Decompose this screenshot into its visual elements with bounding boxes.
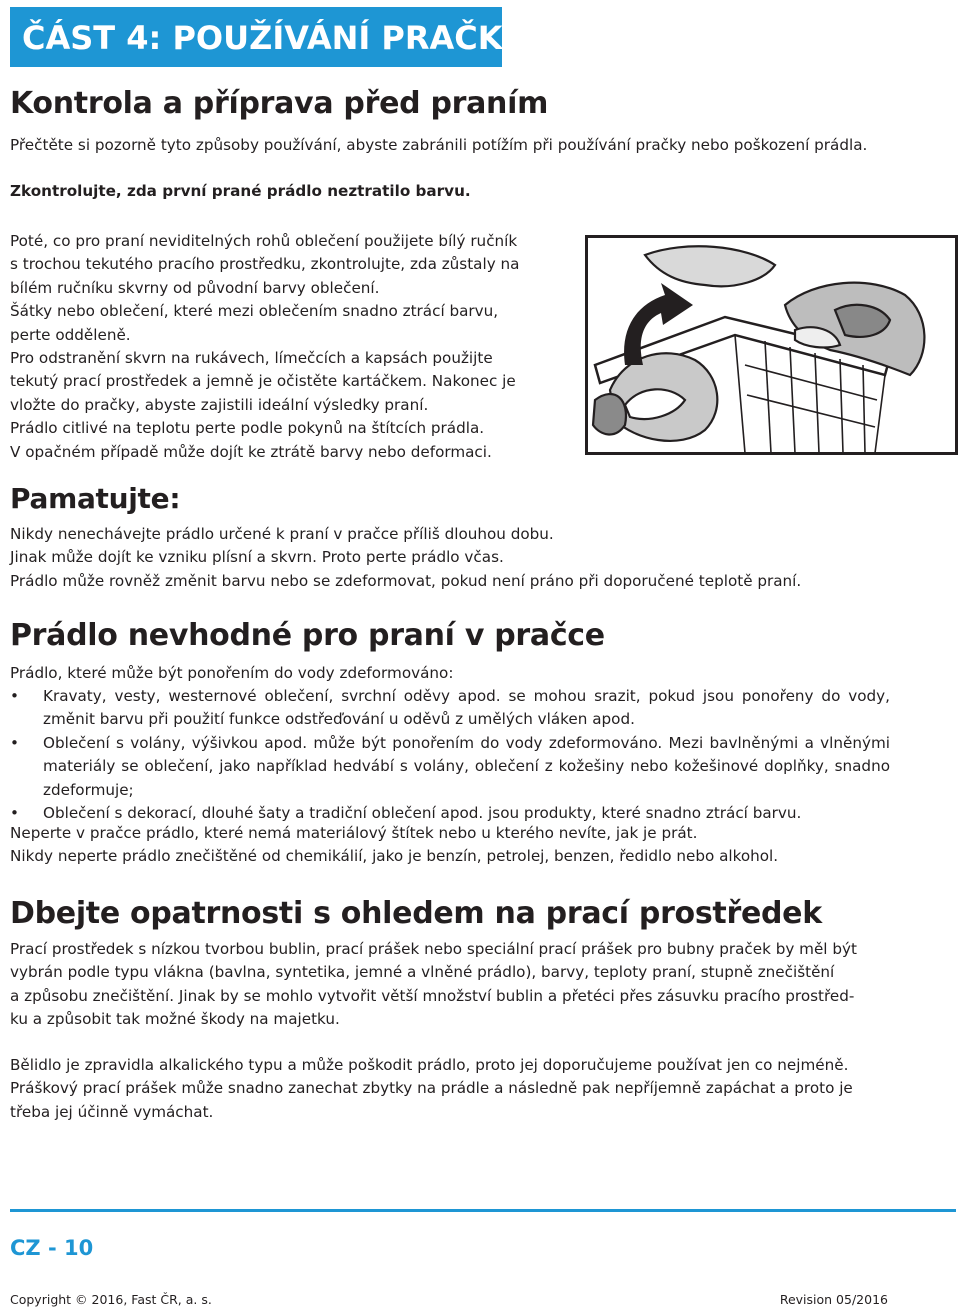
check-line: V opačném případě může dojít ke ztrátě barvy nebo deformaci. (10, 442, 492, 461)
remember-line: Jinak může dojít ke vzniku plísní a skvrn. Proto perte prádlo včas. (10, 548, 504, 567)
check-line: tekutý prací prostředek a jemně je očistěte kartáčkem. Nakonec je (10, 372, 516, 391)
unsuitable-intro: Prádlo, které může být ponořením do vody zdeformováno: (10, 664, 454, 682)
check-line: s trochou tekutého pracího prostředku, zkontrolujte, zda zůstaly na (10, 255, 520, 274)
unsuitable-after (10, 822, 778, 869)
unsuitable-list (10, 685, 890, 825)
detergent-line: vybrán podle typu vlákna (bavlna, syntetika, jemné a vlněné prádlo), barvy, teploty praní, stupně znečištění (10, 963, 835, 982)
revision-text: Revision 05/2016 (779, 1292, 888, 1307)
detergent-paragraph-2 (10, 1054, 853, 1124)
remember-line: Nikdy nenechávejte prádlo určené k praní v pračce příliš dlouhou dobu. (10, 525, 554, 543)
list-item (10, 732, 890, 802)
detergent-line: Prací prostředek s nízkou tvorbou bublin, prací prášek nebo speciální prací prášek pro bubny praček by měl být (10, 940, 857, 958)
laundry-basket-icon (585, 235, 958, 455)
list-item (10, 685, 890, 732)
check-line: Poté, co pro praní neviditelných rohů oblečení použijete bílý ručník (10, 232, 518, 250)
remember-heading: Pamatujte: (10, 482, 181, 515)
detergent-line: a způsobu znečištění. Jinak by se mohlo vytvořit větší množství bublin a přetéci přes zásuvku pracího prostřed- (10, 986, 855, 1005)
detergent-heading: Dbejte opatrnosti s ohledem na prací prostředek (10, 896, 822, 931)
section-title: ČÁST 4: POUŽÍVÁNÍ PRAČKY (22, 19, 526, 57)
page-number: CZ - 10 (10, 1236, 94, 1260)
detergent-line: třeba jej účinně vymáchat. (10, 1102, 214, 1121)
detergent-line: ku a způsobit tak možné škody na majetku. (10, 1010, 340, 1029)
bullet-icon: • (10, 687, 19, 705)
check-subheading: Zkontrolujte, zda první prané prádlo neztratilo barvu. (10, 182, 471, 200)
list-item-text: Oblečení s dekorací, dlouhé šaty a tradiční oblečení apod. jsou produkty, které snadno ztrácí barvu. (43, 804, 802, 823)
section-title-banner (10, 7, 526, 67)
footer-divider (10, 1209, 956, 1212)
list-item-text: Oblečení s volány, výšivkou apod. může být ponořením do vody zdeformováno. Mezi bavlněnými a vlněnými materiály se oblečení, jako například hedvábí s volány, oblečení z kožešiny nebo kožešinové doplňky, snadno zdeformuje; (43, 733, 890, 799)
detergent-paragraph-1 (10, 938, 857, 1032)
remember-line: Prádlo může rovněž změnit barvu nebo se zdeformovat, pokud není práno při doporučené teplotě praní. (10, 571, 802, 590)
detergent-line: Práškový prací prášek může snadno zanechat zbytky na prádle a následně pak nepříjemně zapáchat a proto je (10, 1079, 853, 1098)
bullet-icon: • (10, 733, 19, 752)
unsuitable-heading: Prádlo nevhodné pro praní v pračce (10, 618, 605, 653)
check-line: Šátky nebo oblečení, které mezi oblečením snadno ztrácí barvu, (10, 302, 499, 321)
remember-paragraph (10, 523, 801, 593)
check-heading: Kontrola a příprava před praním (10, 86, 549, 121)
detergent-line: Bělidlo je zpravidla alkalického typu a může poškodit prádlo, proto jej doporučujeme používat jen co nejméně. (10, 1056, 849, 1074)
list-item-text: Kravaty, vesty, westernové oblečení, svrchní oděvy apod. se mohou srazit, pokud jsou ponořeny do vody, změnit barvu při použití funkce odstřeďování u oděvů z umělých vláken apod. (43, 687, 890, 729)
check-paragraph (10, 230, 550, 464)
bullet-icon: • (10, 804, 19, 823)
check-line: perte odděleně. (10, 325, 131, 344)
check-line: bílém ručníku skvrny od původní barvy oblečení. (10, 278, 380, 297)
copyright-text: Copyright © 2016, Fast ČR, a. s. (10, 1292, 212, 1307)
check-line: Pro odstranění skvrn na rukávech, límečcích a kapsách použijte (10, 349, 493, 368)
unsuitable-after-line: Nikdy neperte prádlo znečištěné od chemikálií, jako je benzín, petrolej, benzen, ředidlo nebo alkohol. (10, 847, 779, 866)
check-line: Prádlo citlivé na teplotu perte podle pokynů na štítcích prádla. (10, 419, 485, 438)
check-intro: Přečtěte si pozorně tyto způsoby používání, abyste zabránili potížím při používání pračky nebo poškození prádla. (10, 136, 868, 154)
check-line: vložte do pračky, abyste zajistili ideální výsledky praní. (10, 395, 429, 414)
unsuitable-after-line: Neperte v pračce prádlo, které nemá materiálový štítek nebo u kterého nevíte, jak je prát. (10, 824, 698, 842)
